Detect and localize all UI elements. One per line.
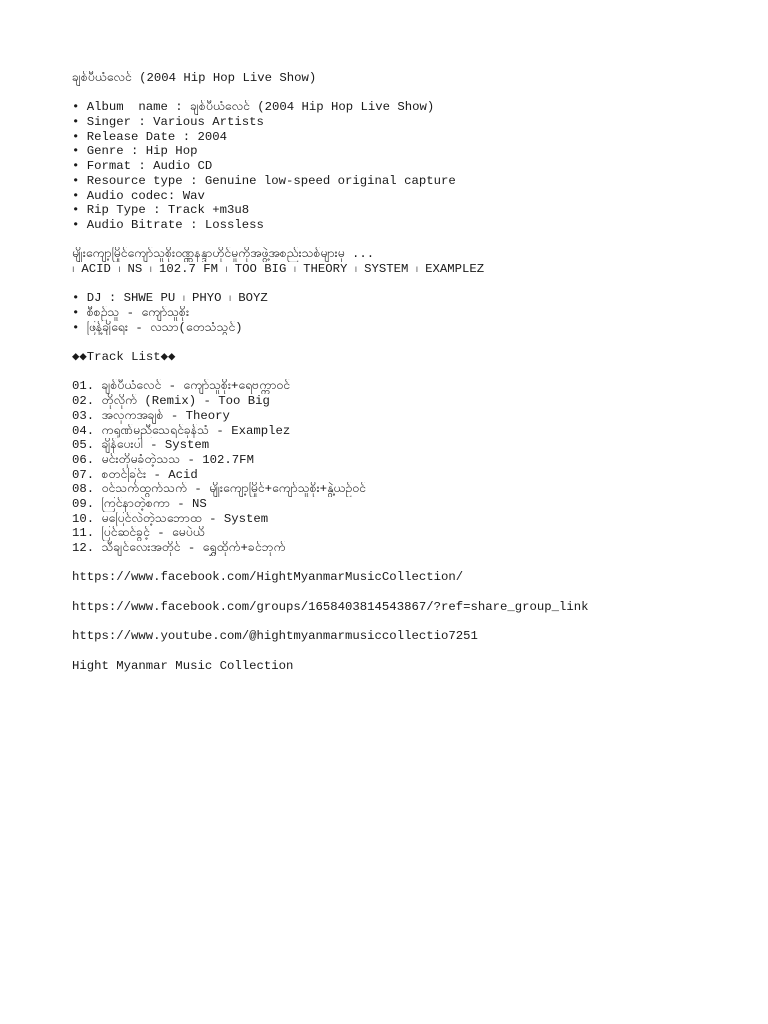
- performers-heading: မျိုးကျော့မြိုင်ကျော်သူစိုးဝဏ္ဏနန္ဒာဟိုင်မှုကိုအဖွဲ့အစည်းသစ်များမှ ...: [72, 247, 375, 262]
- spacer: [72, 86, 752, 101]
- detail-album-name: • Album name : ချစ်ပီယံလေင် (2004 Hip Hop Live Show): [72, 100, 435, 115]
- detail-resource-type: • Resource type : Genuine low-speed original capture: [72, 173, 456, 188]
- detail-audio-bitrate: • Audio Bitrate : Lossless: [72, 217, 264, 232]
- spacer: [72, 277, 752, 292]
- spacer: [72, 556, 752, 571]
- track-item: 08. ဝင်သက်ထွက်သက် - မျိုးကျော့မြိုင်+ကျော်သူစိုး+နွဲ့ယဉ်ဝင်: [72, 482, 366, 497]
- track-item: 05. ချိန်ပေးပါ - System: [72, 438, 210, 453]
- footer-text: Hight Myanmar Music Collection: [72, 658, 294, 673]
- detail-format: • Format : Audio CD: [72, 159, 213, 174]
- spacer: [72, 644, 752, 659]
- detail-genre: • Genre : Hip Hop: [72, 144, 198, 159]
- credit-arranger: • စီစဉ်သူ - ကျော်သူစိုး: [72, 306, 190, 320]
- facebook-page-link[interactable]: https://www.facebook.com/HightMyanmarMusicCollection/: [72, 570, 464, 585]
- track-item: 09. ကြင်နာတဲ့စကာ - NS: [72, 496, 207, 511]
- track-item: 02. တိုလိုက် (Remix) - Too Big: [72, 394, 270, 409]
- track-item: 04. ကရုဏ်မညီသေရင်ခုန်သံ - Examplez: [72, 423, 291, 438]
- track-item: 01. ချစ်ပီယံလေင် - ကျော်သူစိုး+ရေဗက္ကာဝင်: [72, 379, 291, 394]
- document-page: [72, 71, 752, 673]
- track-item: 06. မင်းတိုမခံတဲ့သသ - 102.7FM: [72, 452, 254, 467]
- spacer: [72, 233, 752, 248]
- track-item: 10. မပြေင်လဲတဲ့သဘောထ - System: [72, 511, 269, 526]
- youtube-channel-link[interactable]: https://www.youtube.com/@hightmyanmarmusiccollectio7251: [72, 629, 478, 644]
- spacer: [72, 365, 752, 380]
- track-item: 07. စတင်ခြင်း - Acid: [72, 467, 198, 482]
- tracklist-heading: ◆◆Track List◆◆: [72, 350, 176, 365]
- detail-audio-codec: • Audio codec: Wav: [72, 188, 205, 203]
- track-item: 12. သီချင်လေးအတိုင် - ရွှေထိုက်+ခင်ဘုက်: [72, 541, 286, 555]
- detail-rip-type: • Rip Type : Track +m3u8: [72, 203, 250, 218]
- credit-dj: • DJ : SHWE PU ၊ PHYO ၊ BOYZ: [72, 291, 268, 306]
- track-item: 11. ပြင်ဆင်ခွင့် - မေပဲယိ: [72, 526, 205, 541]
- spacer: [72, 585, 752, 600]
- spacer: [72, 614, 752, 629]
- credit-distributor: • ဖြန့်ချိရေး - လသာ(တေသံသွင်): [72, 320, 243, 335]
- spacer: [72, 335, 752, 350]
- detail-singer: • Singer : Various Artists: [72, 115, 264, 130]
- credits-list: [72, 291, 752, 335]
- detail-release-date: • Release Date : 2004: [72, 129, 227, 144]
- facebook-group-link[interactable]: https://www.facebook.com/groups/1658403814543867/?ref=share_group_link: [72, 599, 589, 614]
- track-item: 03. အလှကအချစ် - Theory: [72, 408, 230, 423]
- album-details-list: [72, 100, 752, 232]
- album-title: ချစ်ပီယံလေင် (2004 Hip Hop Live Show): [72, 71, 317, 85]
- performers-line: ၊ ACID ၊ NS ၊ 102.7 FM ၊ TOO BIG ၊ THEORY ၊ SYSTEM ၊ EXAMPLEZ: [72, 261, 485, 276]
- track-list: [72, 379, 752, 555]
